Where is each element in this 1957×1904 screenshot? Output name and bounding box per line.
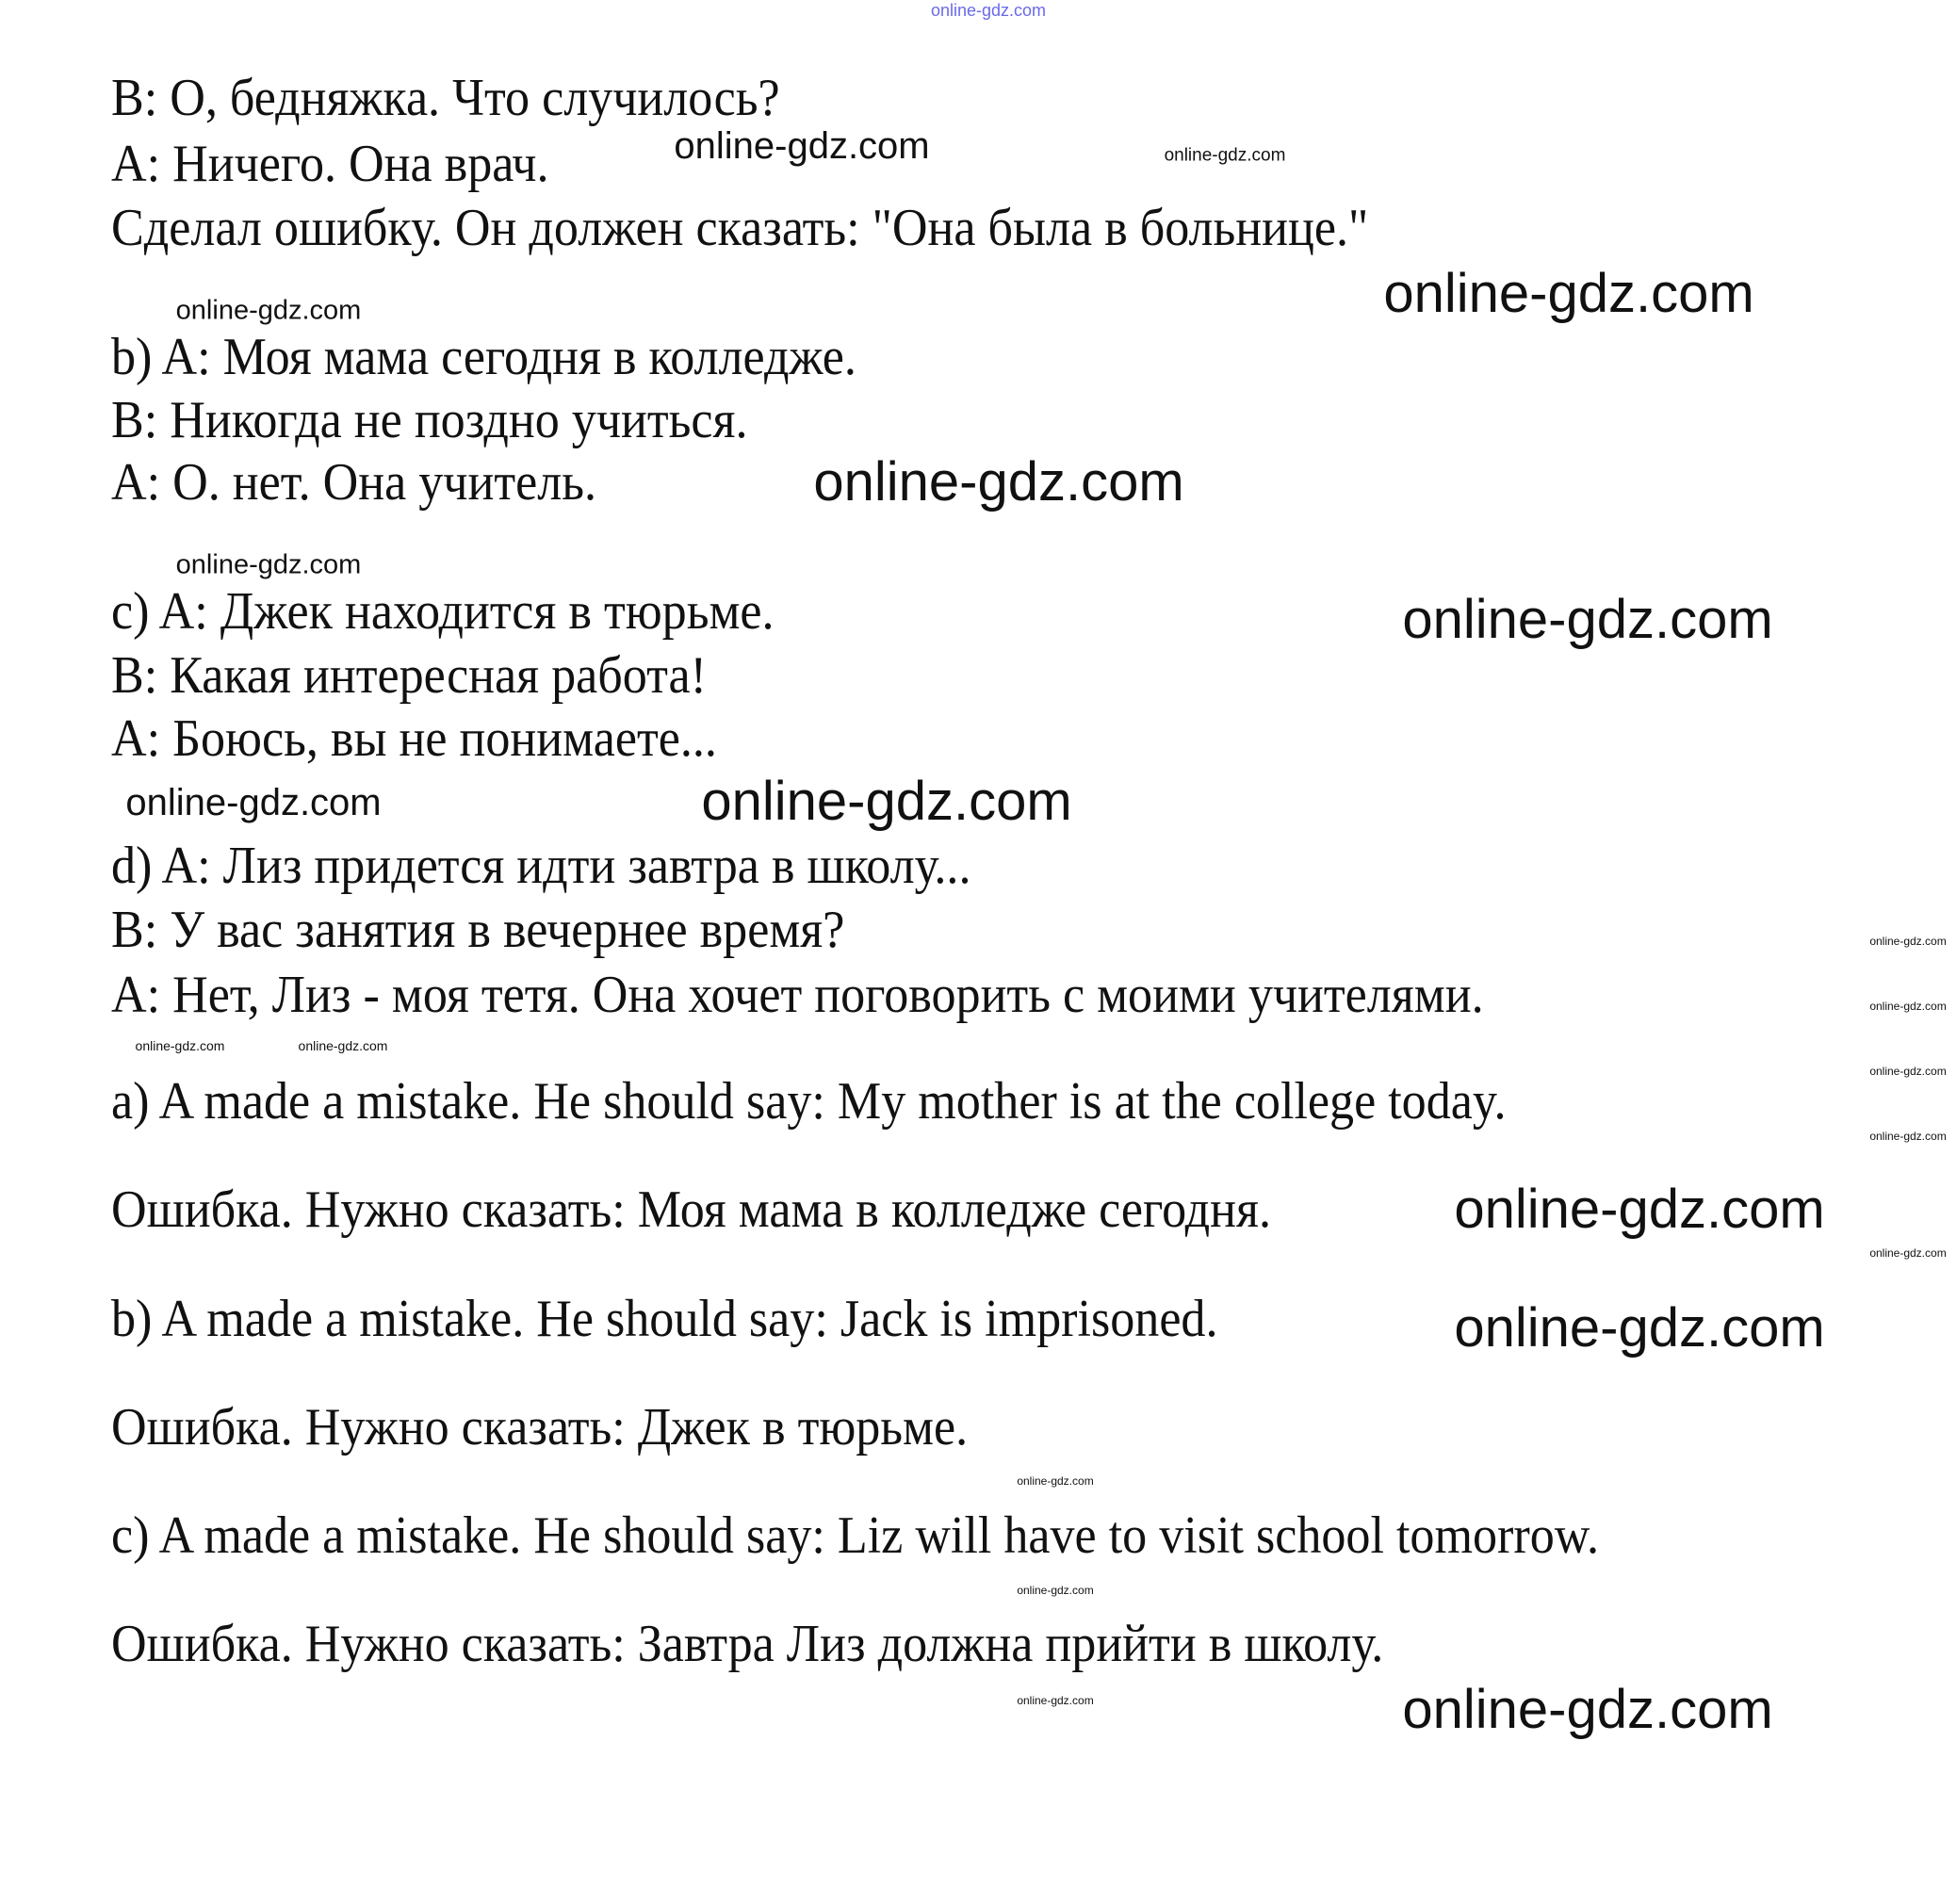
text-line: A: О. нет. Она учитель. [111,453,596,512]
watermark: online-gdz.com [1869,1065,1947,1078]
watermark: online-gdz.com [1383,263,1754,324]
watermark: online-gdz.com [1402,589,1773,650]
watermark: online-gdz.com [1454,1297,1825,1359]
watermark: online-gdz.com [135,1038,225,1053]
text-line: B: О, бедняжка. Что случилось? [111,69,780,127]
text-line: B: Никогда не поздно учиться. [111,391,748,449]
watermark: online-gdz.com [930,1,1047,20]
text-line: c) A made a mistake. He should say: Liz will have to visit school tomorrow. [111,1506,1599,1565]
watermark: online-gdz.com [1869,1130,1947,1143]
watermark: online-gdz.com [701,771,1072,832]
text-line: d) A: Лиз придется идти завтра в школу... [111,837,971,895]
watermark: online-gdz.com [1017,1694,1094,1707]
watermark: online-gdz.com [175,295,362,326]
text-line: Сделал ошибку. Он должен сказать: "Она была в больнице." [111,199,1369,257]
text-line: B: Какая интересная работа! [111,646,708,705]
watermark: online-gdz.com [1869,1246,1947,1260]
text-line: A: Боюсь, вы не понимаете... [111,709,717,768]
watermark: online-gdz.com [125,782,382,823]
watermark: online-gdz.com [1164,145,1286,166]
text-line: c) A: Джек находится в тюрьме. [111,582,775,641]
watermark: online-gdz.com [1017,1584,1094,1597]
text-line: B: У вас занятия в вечернее время? [111,901,845,959]
watermark: online-gdz.com [1869,935,1947,948]
text-line: b) A made a mistake. He should say: Jack is imprisoned. [111,1290,1218,1348]
watermark: online-gdz.com [298,1038,388,1053]
text-line: b) A: Моя мама сегодня в колледже. [111,328,856,386]
text-line: a) A made a mistake. He should say: My mother is at the college today. [111,1072,1507,1131]
watermark: online-gdz.com [813,451,1184,513]
watermark: online-gdz.com [1402,1679,1773,1740]
text-line: Ошибка. Нужно сказать: Моя мама в колледже сегодня. [111,1180,1271,1239]
watermark: online-gdz.com [1454,1179,1825,1240]
watermark: online-gdz.com [674,125,930,167]
text-line: Ошибка. Нужно сказать: Завтра Лиз должна прийти в школу. [111,1615,1384,1673]
watermark: online-gdz.com [1869,1000,1947,1013]
text-line: A: Ничего. Она врач. [111,135,549,193]
text-line: A: Нет, Лиз - моя тетя. Она хочет поговорить с моими учителями. [111,966,1484,1024]
watermark: online-gdz.com [175,549,362,580]
watermark: online-gdz.com [1017,1474,1094,1488]
text-line: Ошибка. Нужно сказать: Джек в тюрьме. [111,1398,969,1456]
